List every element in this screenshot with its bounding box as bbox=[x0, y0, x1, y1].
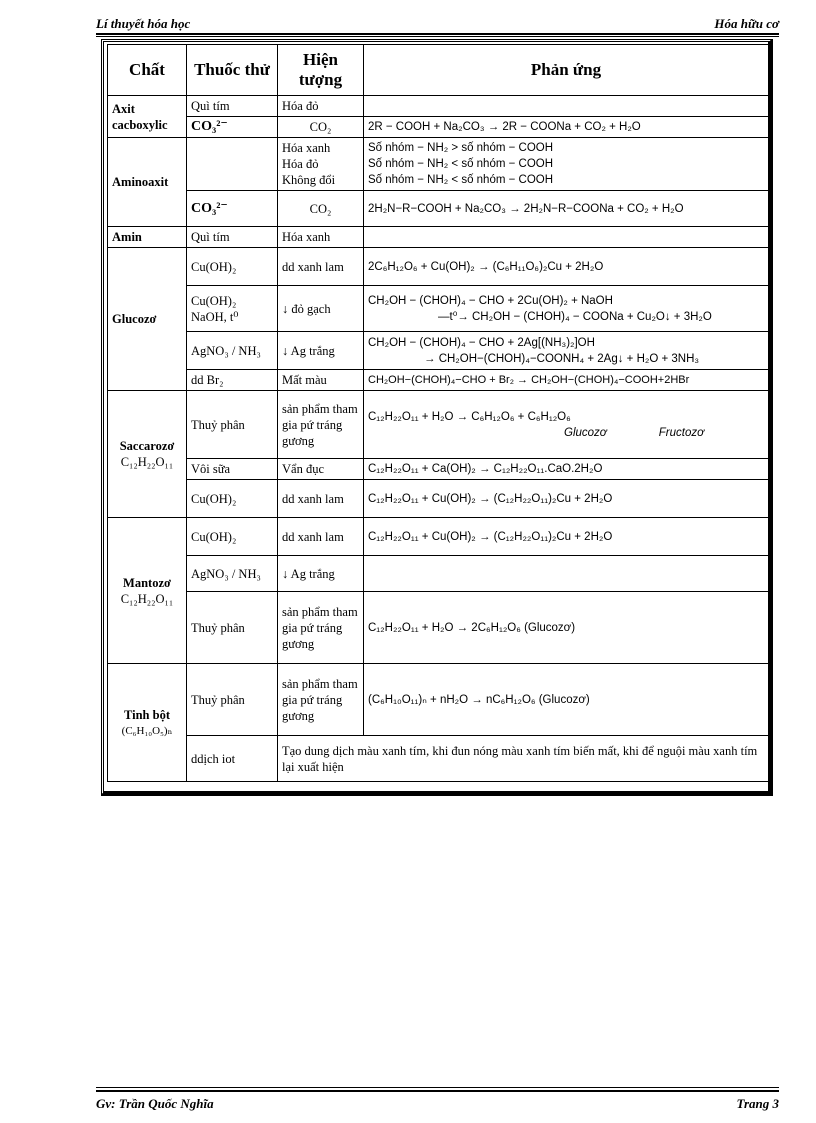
reagent-cell: Vôi sữa bbox=[187, 459, 278, 480]
reaction-cell bbox=[364, 138, 769, 191]
table-row bbox=[108, 518, 769, 556]
table-row bbox=[108, 480, 769, 518]
reaction-cell: 2R − COOH + Na₂CO₃ → 2R − COONa + CO₂ + H₂O bbox=[364, 117, 769, 138]
table-row bbox=[108, 191, 769, 227]
phenomenon-cell: CO₂ bbox=[278, 191, 364, 227]
phenomenon-line: Không đổi bbox=[282, 173, 336, 187]
header-right: Hóa hữu cơ bbox=[714, 16, 779, 31]
reaction-cell bbox=[364, 227, 769, 248]
substance-amin: Amin bbox=[108, 227, 187, 248]
phenomenon-cell: ↓ Ag trắng bbox=[278, 556, 364, 592]
reaction-cell: 2H₂N−R−COOH + Na₂CO₃ → 2H₂N−R−COONa + CO₂ + H₂O bbox=[364, 191, 769, 227]
reaction-cell: C₁₂H₂₂O₁₁ + Cu(OH)₂ → (C₁₂H₂₂O₁₁)₂Cu + 2H₂O bbox=[364, 480, 769, 518]
reagent-cell: ddịch iot bbox=[187, 736, 278, 782]
header-rule-thin bbox=[96, 36, 779, 37]
table-row bbox=[108, 556, 769, 592]
table-header-row bbox=[108, 45, 769, 96]
table-row bbox=[108, 227, 769, 248]
phenomenon-cell: ↓ Ag trắng bbox=[278, 332, 364, 370]
header-phan-ung: Phản ứng bbox=[364, 45, 769, 96]
phenomenon-cell: dd xanh lam bbox=[278, 248, 364, 286]
reaction-cell bbox=[364, 286, 769, 332]
substance-saccarozo bbox=[108, 391, 187, 518]
substance-aminoaxit: Aminoaxit bbox=[108, 138, 187, 227]
phenomenon-cell: dd xanh lam bbox=[278, 480, 364, 518]
reaction-cell: C₁₂H₂₂O₁₁ + Ca(OH)₂ → C₁₂H₂₂O₁₁.CaO.2H₂O bbox=[364, 459, 769, 480]
reagent-cell: Cu(OH)₂ bbox=[187, 480, 278, 518]
header-thuoc-thu: Thuốc thử bbox=[187, 45, 278, 96]
table-row bbox=[108, 286, 769, 332]
substance-formula: C₁₂H₂₂O₁₁ bbox=[120, 591, 174, 606]
reaction-cell bbox=[364, 556, 769, 592]
reagent-cell: Thuỷ phân bbox=[187, 391, 278, 459]
substance-name: Mantozơ bbox=[123, 575, 171, 590]
phenomenon-cell: dd xanh lam bbox=[278, 518, 364, 556]
header-rule bbox=[96, 33, 779, 35]
phenomenon-cell: sản phẩm tham gia pứ tráng gương bbox=[278, 592, 364, 664]
header-left: Lí thuyết hóa học bbox=[96, 16, 191, 31]
table-row bbox=[108, 370, 769, 391]
table-row bbox=[108, 332, 769, 370]
reaction-cell bbox=[364, 391, 769, 459]
substance-axit: Axit cacboxylic bbox=[108, 96, 187, 138]
footer-rule bbox=[96, 1090, 779, 1092]
table-row bbox=[108, 391, 769, 459]
table-row bbox=[108, 459, 769, 480]
reaction-line: C₁₂H₂₂O₁₁ + H₂O → C₆H₁₂O₆ + C₆H₁₂O₆ bbox=[368, 410, 571, 423]
phenomenon-cell: Hóa xanh bbox=[278, 227, 364, 248]
reaction-cell: Tạo dung dịch màu xanh tím, khi đun nóng màu xanh tím biến mất, khi để nguội màu xanh tím lại xuất hiện bbox=[278, 736, 769, 782]
reaction-cell: CH₂OH−(CHOH)₄−CHO + Br₂ → CH₂OH−(CHOH)₄−COOH+2HBr bbox=[364, 370, 769, 391]
phenomenon-cell: CO₂ bbox=[278, 117, 364, 138]
reaction-table bbox=[107, 44, 769, 782]
reaction-cell: (C₆H₁₀O₁₁)ₙ + nH₂O → nC₆H₁₂O₆ (Glucozơ) bbox=[364, 664, 769, 736]
substance-name: Tinh bột bbox=[124, 707, 170, 722]
reaction-line: CH₂OH − (CHOH)₄ − CHO + 2Ag[(NH₃)₂]OH bbox=[368, 336, 595, 349]
substance-formula: C₁₂H₂₂O₁₁ bbox=[120, 455, 174, 469]
reaction-line: —t⁰→ CH₂OH − (CHOH)₄ − COONa + Cu₂O↓ + 3H₂O bbox=[438, 310, 712, 323]
reaction-line: Số nhóm − NH₂ > số nhóm − COOH bbox=[368, 142, 554, 154]
footer-page-number: Trang 3 bbox=[736, 1096, 779, 1111]
product-fructozo: Fructozơ bbox=[658, 426, 705, 439]
reagent-cell: dd Br₂ bbox=[187, 370, 278, 391]
phenomenon-line: Hóa xanh bbox=[282, 141, 331, 155]
table-row bbox=[108, 138, 769, 191]
phenomenon-cell: sản phẩm tham gia pứ tráng gương bbox=[278, 391, 364, 459]
substance-glucozo: Glucozơ bbox=[108, 248, 187, 391]
reaction-cell bbox=[364, 332, 769, 370]
product-glucozo: Glucozơ bbox=[564, 426, 607, 439]
reaction-cell: 2C₆H₁₂O₆ + Cu(OH)₂ → (C₆H₁₁O₆)₂Cu + 2H₂O bbox=[364, 248, 769, 286]
phenomenon-line: Hóa đỏ bbox=[282, 157, 319, 171]
reaction-line: Số nhóm − NH₂ < số nhóm − COOH bbox=[368, 158, 554, 170]
table-row bbox=[108, 117, 769, 138]
reagent-cell: Quì tím bbox=[187, 96, 278, 117]
header-chat: Chất bbox=[108, 45, 187, 96]
reagent-cell: AgNO₃ / NH₃ bbox=[187, 332, 278, 370]
reagent-cell: Thuỷ phân bbox=[187, 664, 278, 736]
reaction-cell: C₁₂H₂₂O₁₁ + Cu(OH)₂ → (C₁₂H₂₂O₁₁)₂Cu + 2H₂O bbox=[364, 518, 769, 556]
phenomenon-cell: Vẩn đục bbox=[278, 459, 364, 480]
reaction-cell bbox=[364, 96, 769, 117]
substance-tinhbot bbox=[108, 664, 187, 782]
reagent-cell: Cu(OH)₂ NaOH, t⁰ bbox=[187, 286, 278, 332]
reagent-cell: CO₃²⁻ bbox=[187, 117, 278, 138]
phenomenon-cell: ↓ đỏ gạch bbox=[278, 286, 364, 332]
reaction-line bbox=[368, 425, 764, 441]
reaction-cell: C₁₂H₂₂O₁₁ + H₂O → 2C₆H₁₂O₆ (Glucozơ) bbox=[364, 592, 769, 664]
reagent-cell: Cu(OH)₂ bbox=[187, 248, 278, 286]
reagent-cell: CO₃²⁻ bbox=[187, 191, 278, 227]
reaction-line: Số nhóm − NH₂ < số nhóm − COOH bbox=[368, 174, 554, 186]
reaction-line: CH₂OH − (CHOH)₄ − CHO + 2Cu(OH)₂ + NaOH bbox=[368, 294, 613, 307]
table-row bbox=[108, 664, 769, 736]
table-row bbox=[108, 248, 769, 286]
page-header bbox=[96, 14, 779, 34]
reaction-line: → CH₂OH−(CHOH)₄−COONH₄ + 2Ag↓ + H₂O + 3NH₃ bbox=[424, 352, 700, 365]
phenomenon-cell: Hóa đỏ bbox=[278, 96, 364, 117]
phenomenon-cell: Mất màu bbox=[278, 370, 364, 391]
substance-mantozo bbox=[108, 518, 187, 664]
header-hien-tuong: Hiện tượng bbox=[278, 45, 364, 96]
table-row bbox=[108, 96, 769, 117]
phenomenon-cell: sản phẩm tham gia pứ tráng gương bbox=[278, 664, 364, 736]
reagent-cell bbox=[187, 138, 278, 191]
reagent-cell: Thuỷ phân bbox=[187, 592, 278, 664]
reagent-cell: Cu(OH)₂ bbox=[187, 518, 278, 556]
substance-name: Saccarozơ bbox=[119, 439, 175, 453]
substance-formula: (C₆H₁₀O₅)ₙ bbox=[121, 724, 173, 737]
table-row bbox=[108, 592, 769, 664]
reagent-cell: Quì tím bbox=[187, 227, 278, 248]
reagent-cell: AgNO₃ / NH₃ bbox=[187, 556, 278, 592]
footer-author: Gv: Trần Quốc Nghĩa bbox=[96, 1096, 214, 1111]
table-row bbox=[108, 736, 769, 782]
phenomenon-cell bbox=[278, 138, 364, 191]
footer-rule-thin bbox=[96, 1087, 779, 1088]
